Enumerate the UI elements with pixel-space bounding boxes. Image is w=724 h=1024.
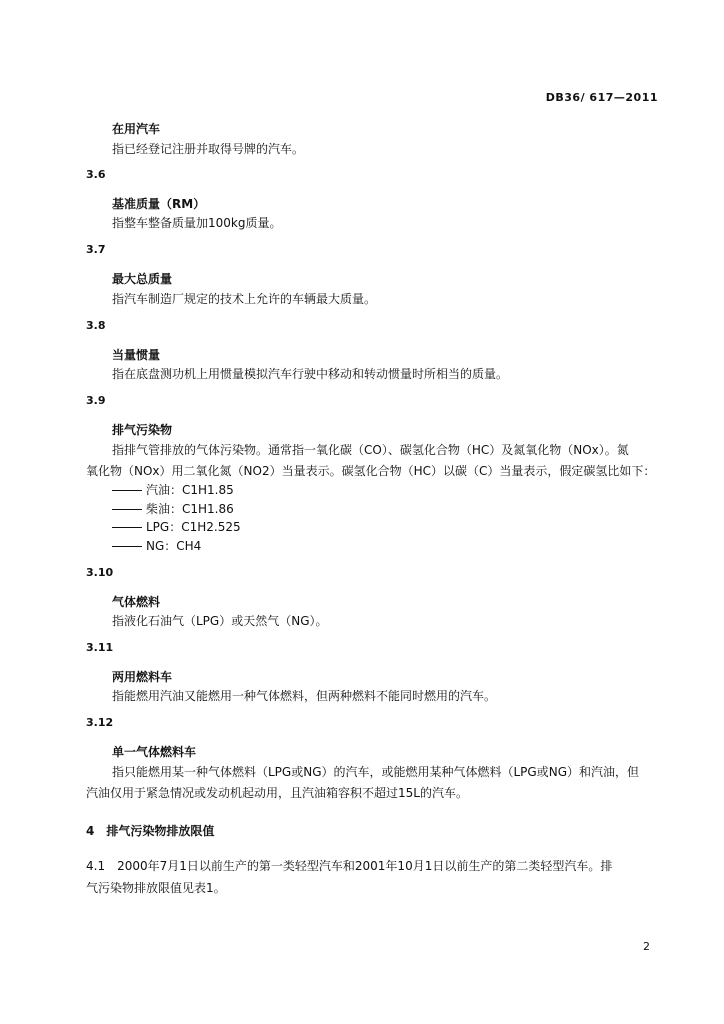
term-definition-mono-fuel-line1: 指只能燃用某一种气体燃料（LPG或NG）的汽车，或能燃用某种气体燃料（LPG或NG）和汽油，但 [112,765,639,779]
clause-number-3-9: 3.9 [86,394,106,407]
term-definition-gaseous-fuel: 指液化石油气（LPG）或天然气（NG）。 [112,614,328,628]
ratio-text: LPG：C1H2.525 [146,520,241,534]
term-title-equivalent-inertia: 当量惯量 [112,348,161,362]
clause-number-3-12: 3.12 [86,716,114,729]
dash-mark [112,546,142,547]
clause-number-3-10: 3.10 [86,566,114,579]
term-title-in-use-vehicle: 在用汽车 [112,122,161,136]
term-definition-max-mass: 指汽车制造厂规定的技术上允许的车辆最大质量。 [112,292,377,306]
clause-number-3-6: 3.6 [86,168,106,181]
term-definition-reference-mass: 指整车整备质量加100kg质量。 [112,216,282,230]
ratio-text: 柴油：C1H1.86 [146,502,234,516]
clause-number-3-11: 3.11 [86,641,114,654]
ratio-item-gasoline [112,481,234,498]
term-definition-exhaust-line1: 指排气管排放的气体污染物。通常指一氧化碳（CO）、碳氢化合物（HC）及氮氧化物（NOx）。氮 [112,443,629,457]
dash-mark [112,490,142,491]
term-title-reference-mass: 基准质量（RM） [112,197,206,211]
term-definition-mono-fuel-line2: 汽油仅用于紧急情况或发动机起动用，且汽油箱容积不超过15L的汽车。 [86,786,468,800]
term-title-exhaust-pollutants: 排气污染物 [112,423,173,437]
standard-code: DB36/ 617—2011 [545,91,658,104]
ratio-text: NG：CH4 [146,539,202,553]
ratio-item-diesel [112,500,234,517]
term-definition-exhaust-line2: 氧化物（NOx）用二氧化氮（NO2）当量表示。碳氢化合物（HC）以碳（C）当量表示，假定碳氢比如下： [86,464,656,478]
ratio-item-ng [112,537,201,554]
section-heading-4: 4 排气污染物排放限值 [86,824,215,838]
page-number: 2 [643,940,650,953]
clause-number-3-7: 3.7 [86,243,106,256]
term-title-max-mass: 最大总质量 [112,272,173,286]
dash-mark [112,509,142,510]
clause-number-3-8: 3.8 [86,319,106,332]
clause-4-1-line2: 气污染物排放限值见表1。 [86,881,226,895]
term-title-bi-fuel-vehicle: 两用燃料车 [112,670,173,684]
term-definition-equivalent-inertia: 指在底盘测功机上用惯量模拟汽车行驶中移动和转动惯量时所相当的质量。 [112,367,509,381]
term-definition-in-use-vehicle: 指已经登记注册并取得号牌的汽车。 [112,142,305,156]
clause-4-1-line1: 4.1 2000年7月1日以前生产的第一类轻型汽车和2001年10月1日以前生产的第二类轻型汽车。排 [86,859,613,873]
dash-mark [112,527,142,528]
term-definition-bi-fuel-vehicle: 指能燃用汽油又能燃用一种气体燃料，但两种燃料不能同时燃用的汽车。 [112,689,497,703]
term-title-mono-fuel-vehicle: 单一气体燃料车 [112,745,197,759]
term-title-gaseous-fuel: 气体燃料 [112,595,161,609]
ratio-text: 汽油：C1H1.85 [146,483,234,497]
ratio-item-lpg [112,518,241,535]
